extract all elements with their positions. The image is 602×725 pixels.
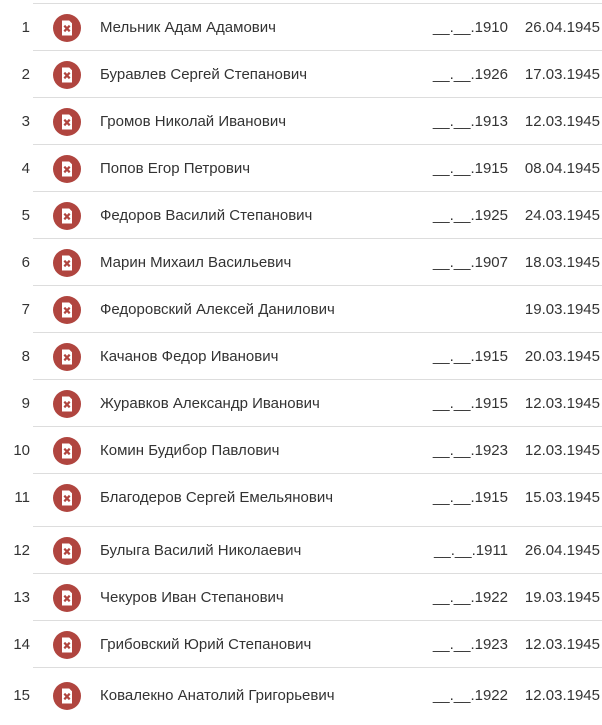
row-number: 14 <box>13 636 30 653</box>
person-name[interactable]: Мельник Адам Адамович <box>100 20 276 35</box>
icon-cell <box>53 249 81 277</box>
icon-cell <box>53 682 81 710</box>
icon-cell <box>53 14 81 42</box>
record-row[interactable] <box>0 574 602 621</box>
birth-date: __.__.1923 <box>432 636 508 653</box>
person-name[interactable]: Комин Будибор Павлович <box>100 443 280 458</box>
row-number: 5 <box>21 207 30 224</box>
row-number: 10 <box>13 442 30 459</box>
row-number: 4 <box>21 160 30 177</box>
row-number: 9 <box>21 395 30 412</box>
document-x-icon <box>53 202 81 230</box>
person-name[interactable]: Ковалекно Анатолий Григорьевич <box>100 688 335 703</box>
row-number: 3 <box>21 113 30 130</box>
row-number: 7 <box>21 301 30 318</box>
person-name[interactable]: Федоровский Алексей Данилович <box>100 302 335 317</box>
record-row[interactable] <box>0 474 602 527</box>
person-name[interactable]: Благодеров Сергей Емельянович <box>100 490 334 505</box>
person-name[interactable]: Федоров Василий Степанович <box>100 208 313 223</box>
icon-cell <box>53 108 81 136</box>
death-date: 26.04.1945 <box>524 542 600 559</box>
death-date: 26.04.1945 <box>524 19 600 36</box>
row-number: 12 <box>13 542 30 559</box>
icon-cell <box>53 155 81 183</box>
death-date: 12.03.1945 <box>524 113 600 130</box>
person-name[interactable]: Попов Егор Петрович <box>100 161 251 176</box>
record-row[interactable] <box>0 333 602 380</box>
row-number: 6 <box>21 254 30 271</box>
birth-date: __.__.1915 <box>432 160 508 177</box>
person-name[interactable]: Чекуров Иван Степанович <box>100 590 284 605</box>
person-name[interactable]: Марин Михаил Васильевич <box>100 255 292 270</box>
icon-cell <box>53 390 81 418</box>
record-row[interactable] <box>0 51 602 98</box>
record-row[interactable] <box>0 192 602 239</box>
icon-cell <box>53 631 81 659</box>
document-x-icon <box>53 437 81 465</box>
row-number: 15 <box>13 687 30 704</box>
document-x-icon <box>53 537 81 565</box>
person-name[interactable]: Булыга Василий Николаевич <box>100 543 302 558</box>
birth-date: __.__.1910 <box>432 19 508 36</box>
person-name[interactable]: Громов Николай Иванович <box>100 114 287 129</box>
document-x-icon <box>53 390 81 418</box>
record-row[interactable] <box>0 239 602 286</box>
icon-cell <box>53 437 81 465</box>
person-name[interactable]: Качанов Федор Иванович <box>100 349 279 364</box>
birth-date: __.__.1922 <box>432 687 508 704</box>
death-date: 12.03.1945 <box>524 636 600 653</box>
document-x-icon <box>53 343 81 371</box>
document-x-icon <box>53 108 81 136</box>
icon-cell <box>53 61 81 89</box>
birth-date: __.__.1911 <box>434 542 508 559</box>
row-number: 2 <box>21 66 30 83</box>
document-x-icon <box>53 584 81 612</box>
row-number: 8 <box>21 348 30 365</box>
death-date: 19.03.1945 <box>524 301 600 318</box>
birth-date: __.__.1913 <box>432 113 508 130</box>
birth-date: __.__.1907 <box>432 254 508 271</box>
record-row[interactable] <box>0 98 602 145</box>
record-row[interactable] <box>0 527 602 574</box>
death-date: 08.04.1945 <box>524 160 600 177</box>
death-date: 24.03.1945 <box>524 207 600 224</box>
document-x-icon <box>53 682 81 710</box>
birth-date: __.__.1925 <box>432 207 508 224</box>
row-number: 11 <box>14 489 30 506</box>
record-row[interactable] <box>0 286 602 333</box>
birth-date: __.__.1915 <box>432 395 508 412</box>
death-date: 15.03.1945 <box>524 489 600 506</box>
document-x-icon <box>53 61 81 89</box>
person-name[interactable]: Грибовский Юрий Степанович <box>100 637 312 652</box>
icon-cell <box>53 343 81 371</box>
death-date: 12.03.1945 <box>524 395 600 412</box>
birth-date: __.__.1926 <box>432 66 508 83</box>
death-date: 19.03.1945 <box>524 589 600 606</box>
record-row[interactable] <box>0 145 602 192</box>
document-x-icon <box>53 484 81 512</box>
icon-cell <box>53 537 81 565</box>
records-list <box>0 4 602 723</box>
record-row[interactable] <box>0 668 602 723</box>
row-number: 1 <box>21 19 30 36</box>
row-number: 13 <box>13 589 30 606</box>
death-date: 12.03.1945 <box>524 442 600 459</box>
document-x-icon <box>53 155 81 183</box>
person-name[interactable]: Буравлев Сергей Степанович <box>100 67 308 82</box>
icon-cell <box>53 202 81 230</box>
document-x-icon <box>53 631 81 659</box>
birth-date: __.__.1915 <box>432 348 508 365</box>
death-date: 20.03.1945 <box>524 348 600 365</box>
death-date: 17.03.1945 <box>524 66 600 83</box>
document-x-icon <box>53 249 81 277</box>
death-date: 12.03.1945 <box>524 687 600 704</box>
record-row[interactable] <box>0 4 602 51</box>
icon-cell <box>53 584 81 612</box>
record-row[interactable] <box>0 621 602 668</box>
document-x-icon <box>53 296 81 324</box>
birth-date: __.__.1915 <box>432 489 508 506</box>
icon-cell <box>53 484 81 512</box>
document-x-icon <box>53 14 81 42</box>
record-row[interactable] <box>0 427 602 474</box>
person-name[interactable]: Журавков Александр Иванович <box>100 396 320 411</box>
icon-cell <box>53 296 81 324</box>
birth-date: __.__.1922 <box>432 589 508 606</box>
death-date: 18.03.1945 <box>524 254 600 271</box>
birth-date: __.__.1923 <box>432 442 508 459</box>
record-row[interactable] <box>0 380 602 427</box>
